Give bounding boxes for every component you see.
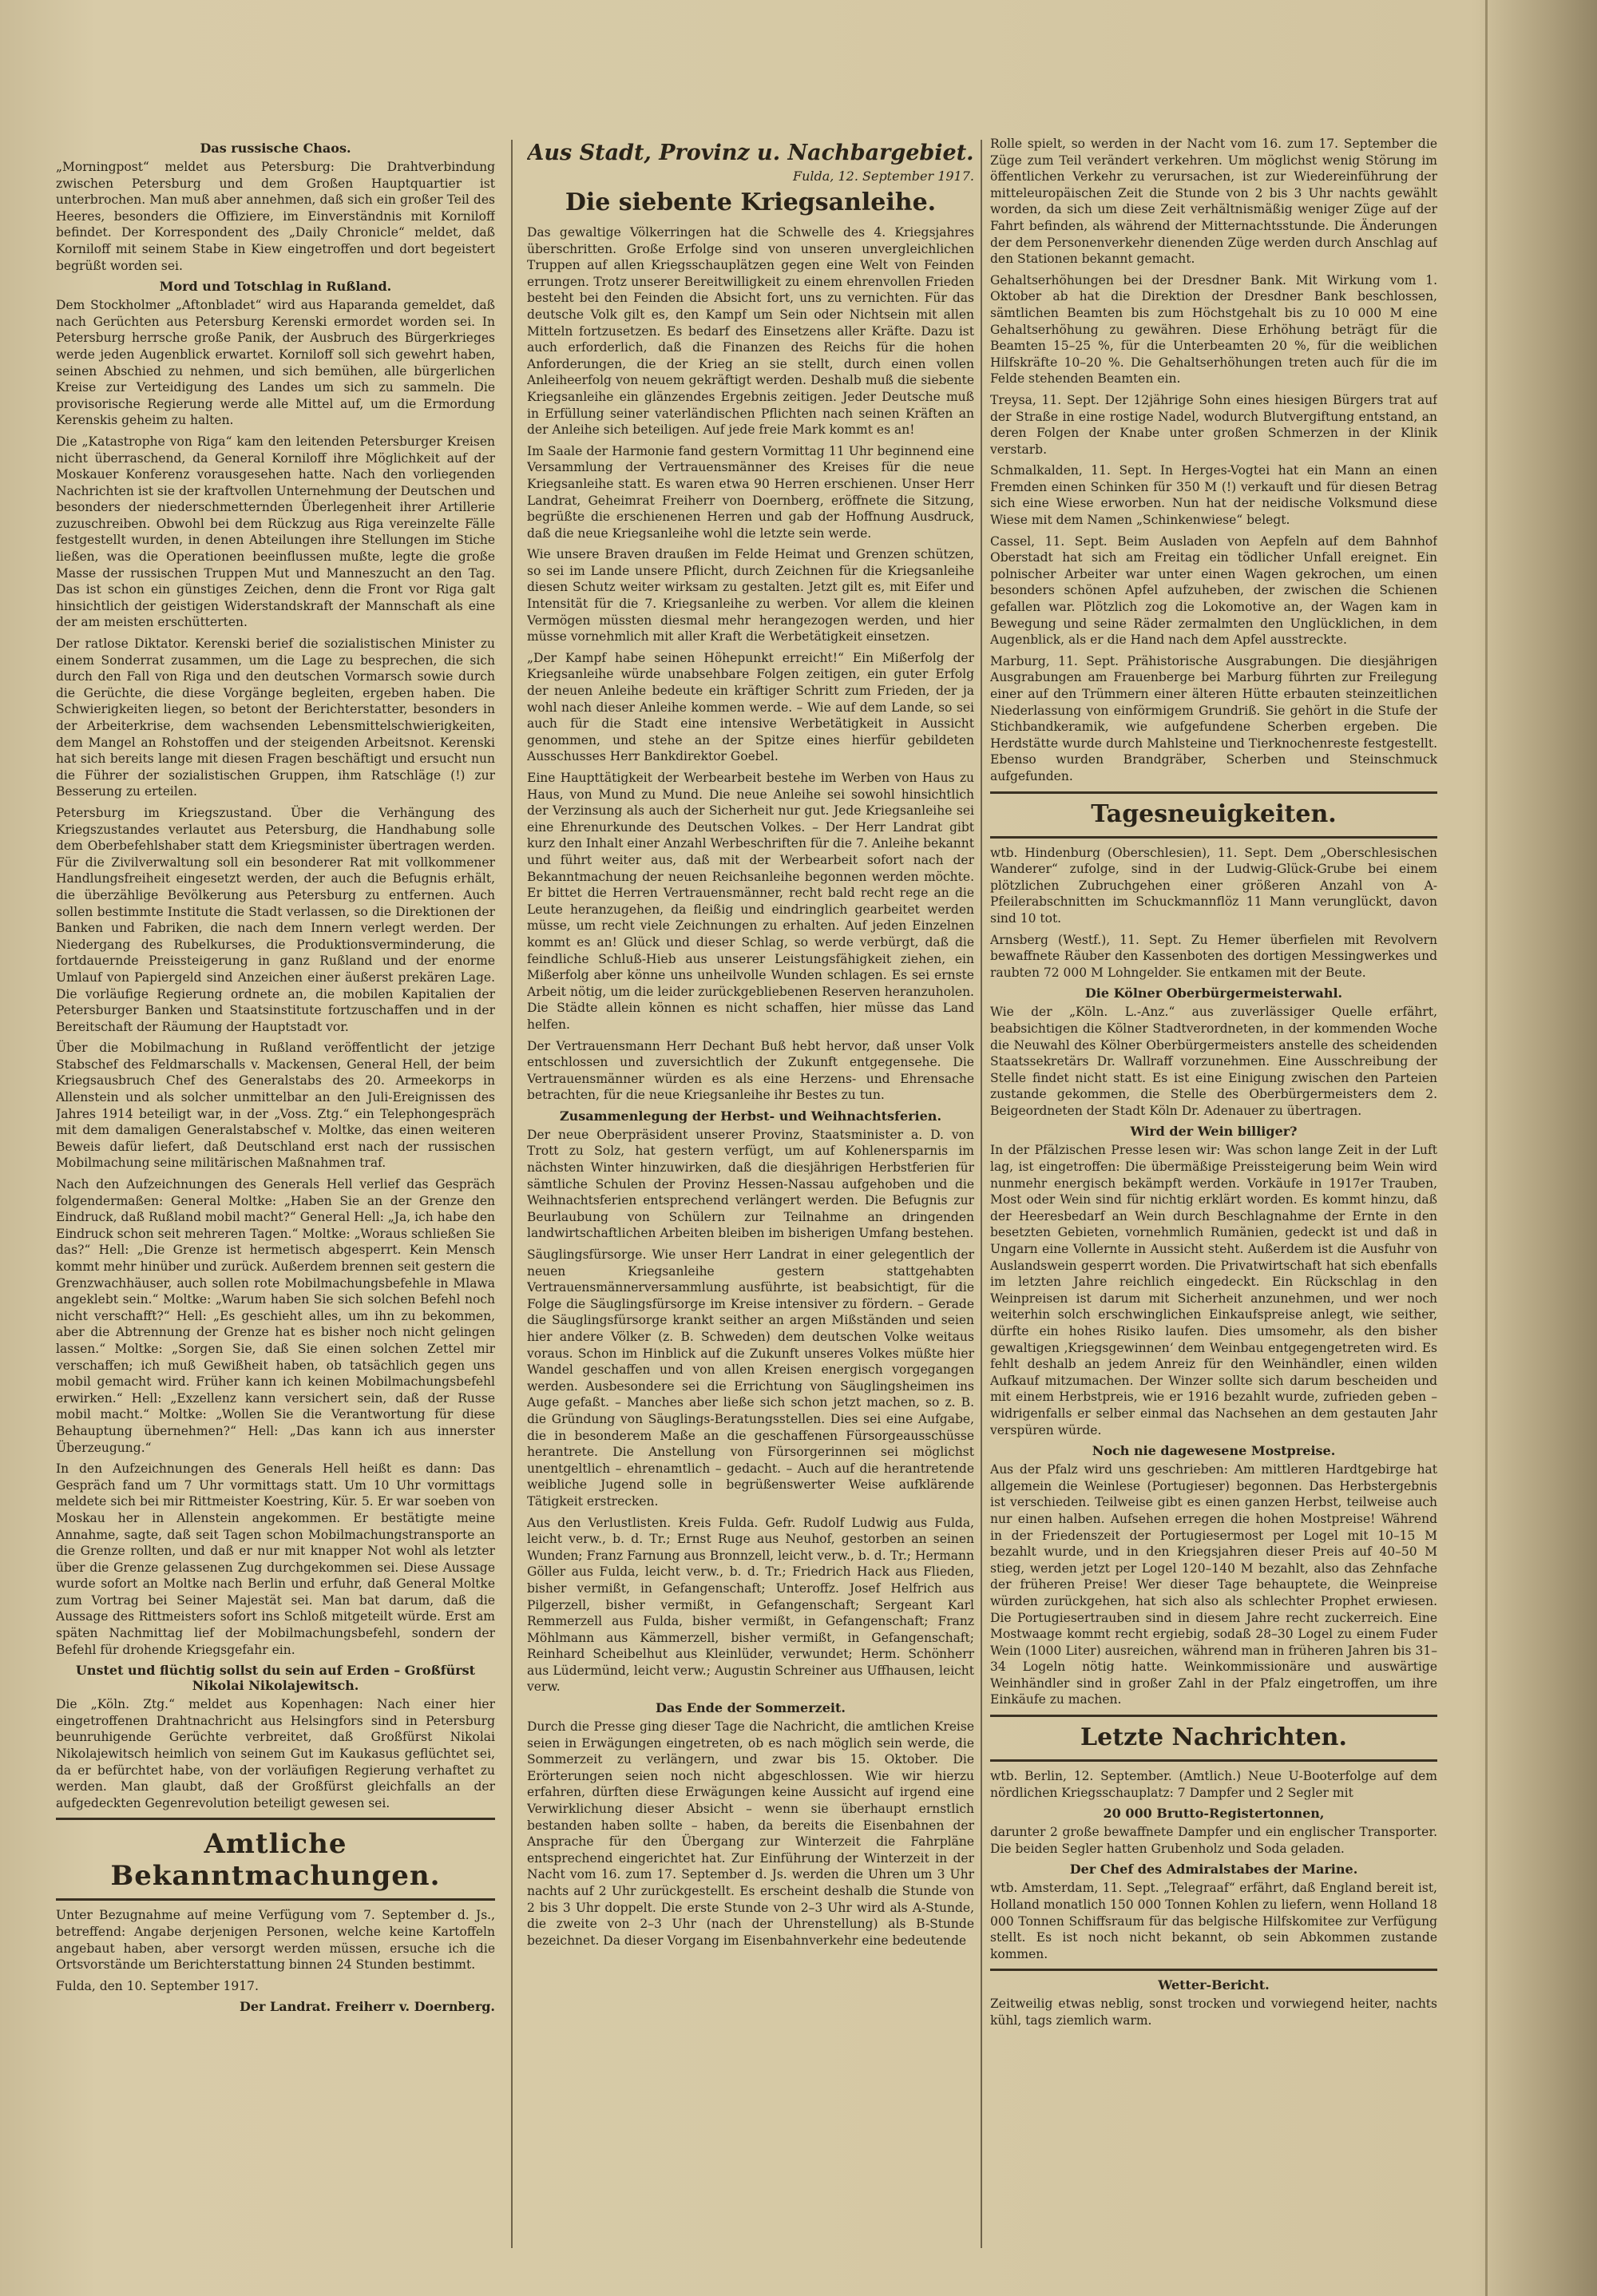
headline: Das russische Chaos. bbox=[200, 141, 351, 156]
divider bbox=[56, 1898, 495, 1901]
section-heading: Amtliche Bekanntmachungen. bbox=[110, 1828, 441, 1893]
article-text: Dem Stockholmer „Aftonbladet“ wird aus Haparanda gemeldet, daß nach Gerüchten aus Petersburg Kerenski ermordet worden sei. In Petersburg herrsche große Panik, der Ausbruch des Bürgerkrieges werde jeden Augenblick erwartet. Korniloff soll sich gewehrt haben, seinen Abschied zu nehmen, und sich bemühen, alle bürgerlichen Kreise zur Verteidigung des Landes um sich zu sammeln. Die provisorische Regierung werde alle Mittel auf, um die Ermordung Kerenskis geheim zu halten. bbox=[56, 298, 495, 428]
article-text: Der ratlose Diktator. Kerenski berief die sozialistischen Minister zu einem Sonderrat zusammen, um die Lage zu besprechen, die sich durch den Fall von Riga und den deutschen Vormarsch sowie durch die Gerüchte, die diese Vorgänge begleiten, ergeben haben. Die Schwierigkeiten liegen, so betont der Berichterstatter, besonders in der Arbeiterkrise, dem wachsenden Lebensmittelschwierigkeiten, dem Mangel an Rohstoffen und der steigenden Arbeitsnot. Kerenski hat sich bereits lange mit diesen Fragen beschäftigt und ersucht nun die Führer der sozialistischen Gruppen, ihm Ratschläge (!) zur Besserung zu erteilen. bbox=[56, 636, 495, 799]
headline: Die siebente Kriegsanleihe. bbox=[565, 188, 937, 216]
article-text: „Morningpost“ meldet aus Petersburg: Die Drahtverbindung zwischen Petersburg und dem Großen Hauptquartier ist unterbrochen. Man muß aber annehmen, daß sich ein großer Teil des Heeres, besonders die Offiziere, im Einverständnis mit Korniloff befindet. Der Korrespondent des „Daily Chronicle“ meldet, daß Korniloff mit seinem Stabe in Kiew eingetroffen und dort begeistert begrüßt worden sei. bbox=[56, 160, 495, 273]
divider bbox=[990, 1759, 1437, 1762]
divider bbox=[990, 836, 1437, 839]
article-text: Die „Köln. Ztg.“ meldet aus Kopenhagen: Nach einer hier eingetroffenen Drahtnachricht aus Helsingfors sind in Petersburg beunruhigende Gerüchte verbreitet, daß Großfürst Nikolai Nikolajewitsch heimlich von seinem Gut im Kaukasus geflüchtet sei, da er befürchtet habe, von der vorläufigen Regierung verhaftet zu werden. Man glaubt, daß der Großfürst gleichfalls an der aufgedeckten Gegenrevolution beteiligt gewesen sei. bbox=[56, 1697, 495, 1810]
column-1 bbox=[56, 136, 495, 2264]
article-text: Säuglingsfürsorge. Wie unser Herr Landrat in einer gelegentlich der neuen Kriegsanleihe gestern stattgehabten Vertrauensmännerversammlung ausführte, ist beabsichtigt, für die Folge die Säuglingsfürsorge im Kreise intensiver zu fördern. – Gerade die Säuglingsfürsorge krankt seither an argen Mißständen und seien hier andere Völker (z. B. Schweden) dem deutschen Volke weitaus voraus. Schon im Hinblick auf die Zukunft unseres Volkes müßte hier Wandel geschaffen und von allen Kreisen energisch vorgegangen werden. Ausbesondere sei die Errichtung von Säuglingsheimen ins Auge gefaßt. – Manches aber ließe sich schon jetzt machen, so z. B. die Gründung von Säuglings-Beratungsstellen. Dies sei eine Aufgabe, die in besonderem Maße an die geschaffenen Fürsorgeausschüsse herantrete. Die Anstellung von Fürsorgerinnen sei möglichst unentgeltlich – ehrenamtlich – gedacht. – Auch auf die herantretende weibliche Jugend solle in begrüßenswerter Weise aufklärende Tätigkeit erstrecken. bbox=[527, 1247, 974, 1509]
divider bbox=[990, 1715, 1437, 1717]
notice-signature: Der Landrat. Freiherr v. Doernberg. bbox=[240, 1999, 495, 2015]
article-text: Schmalkalden, 11. Sept. In Herges-Vogtei hat ein Mann an einen Fremden einen Schinken für 350 M (!) verkauft und für diesen Betrag sich eine Wiese erworben. Nun hat der neidische Volksmund diese Wiese mit dem Namen „Schinkenwiese“ belegt. bbox=[990, 463, 1437, 528]
article-text: Arnsberg (Westf.), 11. Sept. Zu Hemer überfielen mit Revolvern bewaffnete Räuber den Kassenboten des dortigen Messingwerkes und raubten 72 000 M Lohngelder. Sie entkamen mit der Beute. bbox=[990, 932, 1437, 980]
article-text: wtb. Hindenburg (Oberschlesien), 11. Sept. Dem „Oberschlesischen Wanderer“ zufolge, sind in der Ludwig-Glück-Grube bei einem plötzlichen Zubruchgehen einer größeren Anzahl von A-Pfeilerabschnitten im Schuckmannflöz 11 Mann verunglückt, davon sind 10 tot. bbox=[990, 845, 1437, 926]
page-edge-shadow bbox=[1477, 0, 1597, 2296]
article-text: Nach den Aufzeichnungen des Generals Hell verlief das Gespräch folgendermaßen: General Moltke: „Haben Sie an der Grenze den Eindruck, daß Rußland mobil macht?“ General Hell: „Ja, ich habe den Eindruck schon seit mehreren Tagen.“ Moltke: „Woraus schließen Sie das?“ Hell: „Die Grenze ist hermetisch abgesperrt. Kein Mensch kommt mehr hinüber und zurück. Außerdem brennen seit gestern die Grenzwachhäuser, auch sollen rote Mobilmachungsbefehle in Mlawa angeklebt sein.“ Moltke: „Warum haben Sie sich solchen Befehl noch nicht verschafft?“ Hell: „Es geschieht alles, um ihn zu bekommen, aber die Abtrennung der Grenze hat es bisher noch nicht gelingen lassen.“ Moltke: „Sorgen Sie, daß Sie einen solchen Zettel mir verschaffen; ich muß Gewißheit haben, ob tatsächlich gegen uns mobil gemacht wird. Früher kann ich keinen Mobilmachungsbefehl erwirken.“ Hell: „Exzellenz kann versichert sein, daß der Russe mobil macht.“ Moltke: „Wollen Sie die Verantwortung für diese Behauptung übernehmen?“ Hell: „Das kann ich aus innerster Überzeugung.“ bbox=[56, 1177, 495, 1455]
notice-date: Fulda, den 10. September 1917. bbox=[56, 1978, 259, 1993]
headline: Mord und Totschlag in Rußland. bbox=[159, 279, 392, 295]
article-text: Der neue Oberpräsident unserer Provinz, Staatsminister a. D. von Trott zu Solz, hat gestern verfügt, um auf Kohlenersparnis im nächsten Winter hinzuwirken, daß die diesjährigen Herbstferien für sämtliche Schulen der Provinz Hessen-Nassau aufgehoben und die Weihnachtsferien entsprechend verlängert werden. Die Befugnis zur Beurlaubung von Schülern zur Teilnahme an dringenden landwirtschaftlichen Arbeiten bleiben im bisherigen Umfang bestehen. bbox=[527, 1127, 974, 1241]
divider bbox=[56, 1818, 495, 1820]
column-3 bbox=[990, 136, 1437, 2264]
tonnage-line: 20 000 Brutto-Registertonnen, bbox=[1103, 1806, 1325, 1822]
article-text: darunter 2 große bewaffnete Dampfer und ein englischer Transporter. Die beiden Segler hatten Grubenholz und Soda geladen. bbox=[990, 1825, 1437, 1856]
article-text: Gehaltserhöhungen bei der Dresdner Bank. Mit Wirkung vom 1. Oktober ab hat die Direktion der Dresdner Bank beschlossen, sämtlichen Beamten bis zum Höchstgehalt bis zu 10 000 M eine Gehaltserhöhung zu gewähren. Diese Erhöhung beträgt für die Beamten 15–25 %, für die Unterbeamten 20 %, für die weiblichen Hilfskräfte 10–20 %. Die Gehaltserhöhungen treten auch für die im Felde stehenden Beamten ein. bbox=[990, 272, 1437, 387]
column-2 bbox=[527, 136, 974, 2264]
article-text: Im Saale der Harmonie fand gestern Vormittag 11 Uhr beginnend eine Versammlung der Vertrauensmänner des Kreises für die neue Kriegsanleihe statt. Es waren etwa 90 Herren erschienen. Unser Herr Landrat, Geheimrat Freiherr von Doernberg, eröffnete die Sitzung, begrüßte die erschienenen Herren und gab der Hoffnung Ausdruck, daß die neue Kriegsanleihe wohl die letzte sein werde. bbox=[527, 443, 974, 541]
article-text: Petersburg im Kriegszustand. Über die Verhängung des Kriegszustandes verlautet aus Petersburg, die Handhabung solle dem Oberbefehlshaber statt dem Kriegsminister übertragen werden. Für die Zivilverwaltung soll ein besonderer Rat mit vollkommener Handlungsfreiheit eingesetzt werden, der auch die Befugnis erhält, die überzählige Bevölkerung aus Petersburg zu entfernen. Auch sollen bestimmte Institute die Stadt verlassen, so die Direktionen der Banken und Fabriken, die nach dem Innern verlegt werden. Der Niedergang des Rubelkurses, die Produktionsverminderung, die fortdauernde Preissteigerung in ganz Rußland und der enorme Umlauf von Papiergeld sind Anzeichen einer äußerst prekären Lage. Die vorläufige Regierung ordnete an, die mobilen Kapitalien der Petersburger Banken und Staatsinstitute fortzuschaffen und in der Bereitschaft der Räumung der Hauptstadt vor. bbox=[56, 805, 495, 1034]
article-text: In der Pfälzischen Presse lesen wir: Was schon lange Zeit in der Luft lag, ist eingetroffen: Die übermäßige Preissteigerung beim Wein wird nunmehr energisch bekämpft werden. Vorkäufe in 1917er Trauben, Most oder Wein sind für nichtig erklärt worden. Es kommt hinzu, daß der Heeresbedarf an Wein durch Beschlagnahme der Ernte in den besetzten Gebieten, vornehmlich Rumänien, gedeckt ist und daß in Ungarn eine Vollernte in Aussicht steht. Außerdem ist die Ausfuhr von Auslandswein gesperrt worden. Die Privatwirtschaft hat sich ebenfalls im letzten Jahre reichlich eingedeckt. Ein Rückschlag in den Weinpreisen ist darum mit Sicherheit anzunehmen, und wer noch weiterhin solch erschwinglichen Einkaufspreise anlegt, wie seither, dürfte ein hohes Risiko laufen. Dies umsomehr, als den bisher gewaltigen ‚Kriegsgewinnen‘ dem Weinbau entgegengetreten wird. Es fehlt deshalb an jedem Anreiz für den Weinhändler, einen wilden Aufkauf mitzumachen. Der Winzer sollte sich darum bescheiden und mit einem Herbstpreis, wie er 1916 bezahlt wurde, zufrieden geben – widrigenfalls er selber einmal das Nachsehen an dem gestauten Jahr verspüren würde. bbox=[990, 1143, 1437, 1437]
article-text: Treysa, 11. Sept. Der 12jährige Sohn eines hiesigen Bürgers trat auf der Straße in eine rostige Nadel, wodurch Blutvergiftung entstand, an deren Folgen der Knabe unter großen Schmerzen in der Klinik verstarb. bbox=[990, 392, 1437, 457]
article-text: Die „Katastrophe von Riga“ kam den leitenden Petersburger Kreisen nicht überraschend, da General Korniloff ihre Möglichkeit auf der Moskauer Konferenz vorausgesehen hatte. Nach den vorliegenden Nachrichten ist sie der kraftvollen Unternehmung der Deutschen und besonders der niederschmetternden Überlegenheit ihrer Artillerie zuzuschreiben. Obwohl bei dem Rückzug aus Riga vereinzelte Fälle festgestellt wurden, in denen Abteilungen ihre Stellungen im Stiche ließen, was die Operationen beeinflussen mußte, legte die große Masse der russischen Truppen Mut und Manneszucht an den Tag. Das ist schon ein günstiges Zeichen, denn die Front vor Riga galt hinsichtlich der geistigen Widerstandskraft der Mannschaft als eine der am meisten erschütterten. bbox=[56, 434, 495, 630]
headline: Zusammenlegung der Herbst- und Weihnachtsferien. bbox=[559, 1108, 942, 1124]
section-heading: Tagesneuigkeiten. bbox=[1091, 799, 1337, 828]
article-text: Wie unsere Braven draußen im Felde Heimat und Grenzen schützen, so sei im Lande unsere Pflicht, durch Zeichnen für die Kriegsanleihe diesen Schutz weiter wirksam zu gestalten. Jetzt gilt es, mit Eifer und Intensität für die 7. Kriegsanleihe zu werben. Vor allem die kleinen Vermögen müssten diesmal mehr herangezogen werden, und hier müsse vornehmlich mit aller Kraft die Werbetätigkeit einsetzen. bbox=[527, 547, 974, 644]
headline: Noch nie dagewesene Mostpreise. bbox=[1092, 1443, 1336, 1459]
headline: Das Ende der Sommerzeit. bbox=[656, 1700, 846, 1716]
article-text: In den Aufzeichnungen des Generals Hell heißt es dann: Das Gespräch fand um 7 Uhr vormittags statt. Um 10 Uhr vormittags meldete sich bei mir Rittmeister Koestring, Kür. 5. Er war soeben von Moskau her in Allenstein angekommen. Er bestätigte meine Annahme, sagte, daß seit Tagen schon Mobilmachungstransporte an die Grenze rollten, und daß er nur mit knapper Not wohl als letzter über die Grenze gelassenen Zug durchgekommen sei. Diese Aussage wurde sofort an Moltke nach Berlin und erfuhr, daß General Moltke zum Vortrag bei Seiner Majestät sei. Man bat darum, daß die Aussage des Rittmeisters sofort ins Schloß mitgeteilt würde. Erst am späten Nachmittag lief der Mobilmachungsbefehl, sondern der Befehl für drohende Kriegsgefahr ein. bbox=[56, 1461, 495, 1657]
headline: Die Kölner Oberbürgermeisterwahl. bbox=[1084, 985, 1343, 1001]
headline: Wird der Wein billiger? bbox=[1130, 1124, 1298, 1140]
article-text: Aus der Pfalz wird uns geschrieben: Am mittleren Hardtgebirge hat allgemein die Weinlese (Portugieser) begonnen. Das Herbstergebnis ist verschieden. Teilweise gibt es einen ganzen Herbst, teilweise auch nur einen halben. Aufsehen erregen die hohen Mostpreise! Während in der Friedenszeit der Portugiesermost per Logel mit 10–15 M bezahlt wurde, und in den Kriegsjahren dieser Preis auf 40–50 M stieg, werden jetzt per Logel 120–140 M bezahlt, also das Zehnfache der früheren Preise! Wer dieser Tage behauptete, die Weinpreise würden zurückgehen, hat sich also als schlechter Prophet erwiesen. Die Portugiesertrauben sind in diesem Jahre recht zuckerreich. Eine Mostwaage kommt recht ergiebig, sodaß 28–30 Logel zu einem Fuder Wein (1000 Liter) ausreichen, während man in früheren Jahren bis 31–34 Logeln nötig hatte. Weinkommissionäre und auswärtige Weinhändler sind in großer Zahl in der Pfalz eingetroffen, um ihre Einkäufe zu machen. bbox=[990, 1462, 1437, 1707]
article-text: Der Vertrauensmann Herr Dechant Buß hebt hervor, daß unser Volk entschlossen und zuversichtlich der Zukunft entgegensehe. Die Vertrauensmänner würden es als eine Herzens- und Ehrensache betrachten, für die neue Kriegsanleihe ihr Bestes zu tun. bbox=[527, 1038, 974, 1103]
article-text: Zeitweilig etwas neblig, sonst trocken und vorwiegend heiter, nachts kühl, tags ziemlich warm. bbox=[990, 1997, 1437, 2028]
article-text: wtb. Berlin, 12. September. (Amtlich.) Neue U-Booterfolge auf dem nördlichen Kriegsschauplatz: 7 Dampfer und 2 Segler mit bbox=[990, 1769, 1437, 1800]
headline: Unstet und flüchtig sollst du sein auf Erden – Großfürst Nikolai Nikolajewitsch. bbox=[75, 1663, 476, 1694]
article-text: Rolle spielt, so werden in der Nacht vom 16. zum 17. September die Züge zum Teil verändert verkehren. Um möglichst wenig Störung im öffentlichen Verkehr zu verursachen, ist zur Wiedereinführung der mitteleuropäischen Zeit die Stunde von 2 bis 3 Uhr nachts gewählt worden, da sich um diese Zeit verhältnismäßig weniger Züge auf der Fahrt befinden, als während der Mitternachtsstunde. Die Änderungen der dem Personenverkehr dienenden Züge werden durch Anschlag auf den Stationen bekannt gemacht. bbox=[990, 137, 1437, 267]
article-text: wtb. Amsterdam, 11. Sept. „Telegraaf“ erfährt, daß England bereit ist, Holland monatlich 150 000 Tonnen Kohlen zu liefern, wenn Holland 18 000 Tonnen Schiffsraum für das belgische Hilfskomitee zur Verfügung stellt. Es ist noch nicht bekannt, ob sein Abkommen zustande kommen. bbox=[990, 1881, 1437, 1961]
article-text: Wie der „Köln. L.-Anz.“ aus zuverlässiger Quelle erfährt, beabsichtigen die Kölner Stadtverordneten, in der kommenden Woche die Neuwahl des Kölner Oberbürgermeisters anstelle des scheidenden Staatssekretärs Dr. Wallraff vorzunehmen. Eine Ausschreibung der Stelle findet nicht statt. Es ist eine Einigung zwischen den Parteien zustande gekommen, die Stelle des Oberbürgermeisters dem 2. Beigeordneten der Stadt Köln Dr. Adenauer zu übertragen. bbox=[990, 1005, 1437, 1118]
article-text: Cassel, 11. Sept. Beim Ausladen von Aepfeln auf dem Bahnhof Oberstadt hat sich am Freitag ein tödlicher Unfall ereignet. Ein polnischer Arbeiter war unter einen Wagen gekrochen, um einen besonders schönen Apfel aufzuheben, der zwischen die Schienen gefallen war. Plötzlich zog die Lokomotive an, der Wagen kam in Bewegung und seine Räder zermalmten den Unglücklichen, in dem Augenblick, als er die Hand nach dem Apfel ausstreckte. bbox=[990, 533, 1437, 648]
headline: Der Chef des Admiralstabes der Marine. bbox=[1069, 1862, 1358, 1878]
column-rule bbox=[981, 140, 982, 2248]
article-text: Marburg, 11. Sept. Prähistorische Ausgrabungen. Die diesjährigen Ausgrabungen am Frauenberge bei Marburg führten zur Freilegung einer auf den Trümmern einer älteren Hütte erbauten steinzeitlichen Niederlassung von einförmigem Grundriß. Sie gehört in die Stufe der Stichbandkeramik, wie aufgefundene Scherben ergeben. Die Herdstätte wurde durch Mahlsteine und Tierknochenreste festgestellt. Ebenso wurden Brandgräber, Scherben und Steinschmuck aufgefunden. bbox=[990, 653, 1437, 783]
article-text: Unter Bezugnahme auf meine Verfügung vom 7. September d. Js., betreffend: Angabe derjenigen Personen, welche keine Kartoffeln angebaut haben, aber versorgt werden müssen, ersuche ich die Ortsvorstände um Berichterstattung binnen 24 Stunden bestimmt. bbox=[56, 1908, 495, 1973]
article-text: Eine Haupttätigkeit der Werbearbeit bestehe im Werben von Haus zu Haus, von Mund zu Mund. Die neue Anleihe sei sowohl hinsichtlich der Verzinsung als auch der Sicherheit nur gut. Jede Kriegsanleihe sei eine Ehrenurkunde des Deutschen Volkes. – Der Herr Landrat gibt kurz den Inhalt einer Anzahl Werbeschriften für die 7. Anleihe bekannt und führt weiter aus, daß mit der Werbearbeit sofort nach der Bekanntmachung der neuen Reichsanleihe begonnen werden möchte. Er bittet die Herren Vertrauensmänner, recht bald recht rege an die Leute heranzugehen, da fleißig und eindringlich gearbeitet werden müsse, um recht viele Zeichnungen zu erhalten. Auf jeden Einzelnen kommt es an! Glück und dieser Schlag, so werde verbürgt, daß die feindliche Schluß-Hieb aus unserer Leistungsfähigkeit ziehen, ein Mißerfolg aber könne uns unheilvolle Wunden schlagen. Es sei ernste Arbeit nötig, um die leider zurückgebliebenen Reserven heranzuholen. Die Städte allein können es nicht schaffen, hier müsse das Land helfen. bbox=[527, 771, 974, 1032]
article-text: Aus den Verlustlisten. Kreis Fulda. Gefr. Rudolf Ludwig aus Fulda, leicht verw., b. d. Tr.; Ernst Ruge aus Neuhof, gestorben an seinen Wunden; Franz Farnung aus Bronnzell, leicht verw., b. d. Tr.; Hermann Göller aus Fulda, leicht verw., b. d. Tr.; Friedrich Hack aus Flieden, bisher vermißt, in Gefangenschaft; Unteroffz. Josef Helfrich aus Pilgerzell, bisher vermißt, in Gefangenschaft; Sergeant Karl Remmerzell aus Fulda, bisher vermißt, in Gefangenschaft; Franz Möhlmann aus Kämmerzell, bisher vermißt, in Gefangenschaft; Reinhard Scheibelhut aus Kleinlüder, verwundet; Herm. Schönherr aus Lüdermünd, leicht verw.; Augustin Schreiner aus Uffhausen, leicht verw. bbox=[527, 1515, 974, 1695]
section-heading: Aus Stadt, Provinz u. Nachbargebiet. bbox=[527, 141, 974, 165]
article-text: Über die Mobilmachung in Rußland veröffentlicht der jetzige Stabschef des Feldmarschalls v. Mackensen, General Hell, der beim Kriegsausbruch Chef des Generalstabs des 20. Armeekorps in Allenstein und als solcher unmittelbar an den Juli-Ereignissen des Jahres 1914 beteiligt war, in der „Voss. Ztg.“ ein Telephongespräch mit dem damaligen Generalstabschef v. Moltke, das einen weiteren Beweis dafür liefert, daß Deutschland erst nach der russischen Mobilmachung seine militärischen Maßnahmen traf. bbox=[56, 1041, 495, 1171]
divider bbox=[990, 791, 1437, 794]
dateline: Fulda, 12. September 1917. bbox=[793, 169, 974, 184]
divider bbox=[990, 1969, 1437, 1971]
column-rule bbox=[511, 140, 513, 2248]
article-text: „Der Kampf habe seinen Höhepunkt erreicht!“ Ein Mißerfolg der Kriegsanleihe würde unabsehbare Folgen zeitigen, ein guter Erfolg der neuen Anleihe bedeute ein kräftiger Schritt zum Frieden, der ja wohl nach dieser Anleihe kommen werde. – Wie auf dem Lande, so sei auch für die Stadt eine intensive Werbetätigkeit in Aussicht genommen, und stehe an der Spitze eines hierfür gebildeten Ausschusses Herr Bankdirektor Goebel. bbox=[527, 650, 974, 764]
headline: Wetter-Bericht. bbox=[1158, 1977, 1270, 1993]
section-heading: Letzte Nachrichten. bbox=[1080, 1723, 1347, 1752]
article-text: Das gewaltige Völkerringen hat die Schwelle des 4. Kriegsjahres überschritten. Große Erfolge sind von unseren unvergleichlichen Truppen auf allen Kriegsschauplätzen gegen eine Welt von Feinden errungen. Trotz unserer Bereitwilligkeit zu einem ehrenvollen Frieden besteht bei den Feinden die Absicht fort, uns zu vernichten. Für das deutsche Volk gilt es, den Kampf um Sein oder Nichtsein mit allen Mitteln fortzusetzen. Es bedarf des Einsetzens aller Kräfte. Dazu ist auch erforderlich, daß die Finanzen des Reichs für die hohen Anforderungen, die der Krieg an sie stellt, durch einen vollen Anleiheerfolg von neuem gekräftigt werden. Deshalb muß die siebente Kriegsanleihe ein glänzendes Ergebnis zeitigen. Jeder Deutsche muß in Erfüllung seiner vaterländischen Pflichten nach seinen Kräften an der Anleihe sich beteiligen. Auf jede freie Mark kommt es an! bbox=[527, 225, 974, 438]
article-text: Durch die Presse ging dieser Tage die Nachricht, die amtlichen Kreise seien in Erwägungen eingetreten, ob es nach möglich sein werde, die Sommerzeit zu verlängern, und zwar bis 15. Oktober. Die Erörterungen seien noch nicht abgeschlossen. Wie wir hierzu erfahren, dürften diese Erwägungen keine Aussicht auf irgend eine Verwirklichung dieser Absicht – wenn sie überhaupt ernstlich bestanden haben sollte – haben, da bereits die Eisenbahnen der Ansprache für den Übergang zur Winterzeit die Fahrpläne entsprechend eingerichtet hat. Zur Einführung der Winterzeit in der Nacht vom 16. zum 17. September d. Js. werden die Uhren um 3 Uhr nachts auf 2 Uhr zurückgestellt. Es erscheint deshalb die Stunde von 2 bis 3 Uhr doppelt. Die erste Stunde von 2–3 Uhr wird als A-Stunde, die zweite von 2–3 Uhr (nach der Uhrenstellung) als B-Stunde bezeichnet. Da dieser Vorgang im Eisenbahnverkehr eine bedeutende bbox=[527, 1719, 974, 1948]
